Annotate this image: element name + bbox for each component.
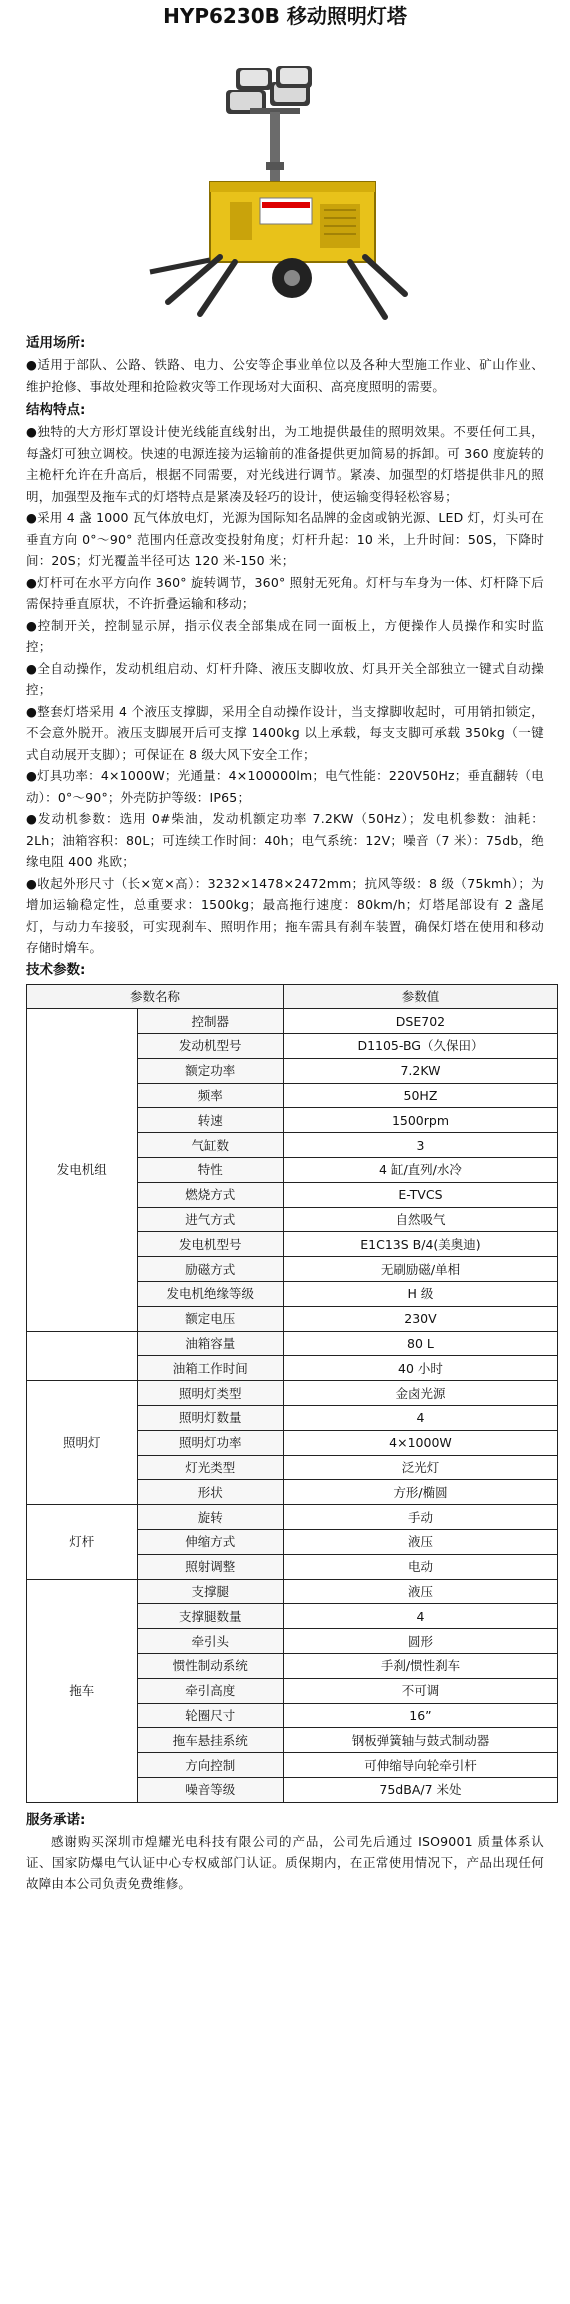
features-section — [0, 399, 570, 981]
param-name: 进气方式 — [137, 1207, 283, 1232]
param-name: 轮圈尺寸 — [137, 1703, 283, 1728]
tech-spec-table — [26, 984, 558, 1803]
param-name: 支撑腿数量 — [137, 1604, 283, 1629]
param-value: DSE702 — [283, 1009, 557, 1034]
param-value: 方形/椭圆 — [283, 1480, 557, 1505]
param-name: 噪音等级 — [137, 1778, 283, 1803]
param-name: 支撑腿 — [137, 1579, 283, 1604]
header-param-name: 参数名称 — [27, 984, 284, 1009]
param-value: E-TVCS — [283, 1182, 557, 1207]
param-name: 发电机绝缘等级 — [137, 1282, 283, 1307]
feature-item: ●控制开关，控制显示屏，指示仪表全部集成在同一面板上，方便操作人员操作和实时监控； — [26, 617, 544, 654]
param-value: 75dBA/7 米处 — [283, 1778, 557, 1803]
applicable-section — [0, 332, 570, 397]
param-value: 80 L — [283, 1331, 557, 1356]
param-value: 40 小时 — [283, 1356, 557, 1381]
param-value: 不可调 — [283, 1678, 557, 1703]
param-value: D1105-BG（久保田） — [283, 1034, 557, 1059]
tech-title: 技术参数: — [26, 961, 86, 978]
param-value: 手动 — [283, 1505, 557, 1530]
table-row — [27, 1009, 558, 1034]
header-param-value: 参数值 — [283, 984, 557, 1009]
group-label: 发电机组 — [27, 1009, 138, 1331]
param-value: 泛光灯 — [283, 1455, 557, 1480]
param-value: 16” — [283, 1703, 557, 1728]
table-row — [27, 1381, 558, 1406]
param-name: 灯光类型 — [137, 1455, 283, 1480]
table-row — [27, 1331, 558, 1356]
product-image — [0, 32, 570, 332]
param-name: 牵引头 — [137, 1629, 283, 1654]
param-value: 4 缸/直列/水冷 — [283, 1158, 557, 1183]
param-value: 可伸缩导向轮牵引杆 — [283, 1753, 557, 1778]
param-name: 额定电压 — [137, 1306, 283, 1331]
feature-item: ●收起外形尺寸（长×宽×高）：3232×1478×2472mm；抗风等级：8 级（75kmh）；为增加运输稳定性，总重要求：1500kg；最高拖行速度：80km/h；灯塔尾部设有 2 盏尾灯，与动力车接驳，可实现刹车、照明作用；拖车需具有刹车装置，确保灯塔在使用和移动存储时熁车。 — [26, 875, 544, 955]
param-value: 液压 — [283, 1530, 557, 1555]
param-name: 照明灯类型 — [137, 1381, 283, 1406]
param-name: 转速 — [137, 1108, 283, 1133]
service-text: 感谢购买深圳市煌耀光电科技有限公司的产品，公司先后通过 ISO9001 质量体系认证、国家防爆电气认证中心专权威部门认证。质保期内，在正常使用情况下，产品出现任何故障由本公司负责免费维修。 — [26, 1833, 544, 1891]
param-name: 惯性制动系统 — [137, 1654, 283, 1679]
features-title: 结构特点: — [26, 402, 86, 418]
feature-item: ●灯杆可在水平方向作 360° 旋转调节，360° 照射无死角。灯杆与车身为一体、灯杆降下后需保持垂直原状，不许折叠运输和移动； — [26, 574, 544, 611]
param-value: 液压 — [283, 1579, 557, 1604]
group-label: 灯杆 — [27, 1505, 138, 1579]
feature-item: ●灯具功率：4×1000W；光通量：4×100000lm；电气性能：220V50Hz；垂直翻转（电动）：0°～90°；外壳防护等级：IP65； — [26, 768, 544, 805]
generator-body — [210, 182, 375, 262]
feature-item: ●发动机参数：选用 0#柴油，发动机额定功率 7.2KW（50Hz）；发电机参数：油耗：2Lh；油箱容积：80L；可连续工作时间：40h；电气系统：12V；噪音（7 米）：75db，绝缘电阻 400 兆欧； — [26, 811, 544, 869]
param-name: 发动机型号 — [137, 1034, 283, 1059]
group-label — [27, 1331, 138, 1381]
feature-item: ●独特的大方形灯罩设计使光线能直线射出，为工地提供最佳的照明效果。不要任何工具，每盏灯可独立调校。快速的电源连接为运输前的准备提供更加简易的拆卸。可 360 度旋转的主桅杆允许在升高后，根据不同需要，对光线进行调节。紧凑、加强型的灯塔提供非凡的照明，加强型及拖车式的灯塔特点是紧凑及轻巧的设计，使运输变得轻松容易； — [26, 424, 544, 504]
param-name: 油箱容量 — [137, 1331, 283, 1356]
param-name: 形状 — [137, 1480, 283, 1505]
param-value: E1C13S B/4(美奥迪) — [283, 1232, 557, 1257]
param-value: 无刷励磁/单相 — [283, 1257, 557, 1282]
param-name: 频率 — [137, 1083, 283, 1108]
param-name: 伸缩方式 — [137, 1530, 283, 1555]
param-name: 照射调整 — [137, 1554, 283, 1579]
param-value: 1500rpm — [283, 1108, 557, 1133]
param-name: 特性 — [137, 1158, 283, 1183]
param-value: 钢板弹簧轴与鼓式制动器 — [283, 1728, 557, 1753]
param-value: 4 — [283, 1604, 557, 1629]
param-value: 自然吸气 — [283, 1207, 557, 1232]
param-name: 拖车悬挂系统 — [137, 1728, 283, 1753]
param-value: 50HZ — [283, 1083, 557, 1108]
service-title: 服务承诺: — [26, 1811, 86, 1828]
param-value: 4×1000W — [283, 1430, 557, 1455]
param-name: 控制器 — [137, 1009, 283, 1034]
param-name: 燃烧方式 — [137, 1182, 283, 1207]
lamp-heads — [226, 66, 312, 114]
param-value: 圆形 — [283, 1629, 557, 1654]
param-value: 230V — [283, 1306, 557, 1331]
param-value: 3 — [283, 1133, 557, 1158]
param-name: 油箱工作时间 — [137, 1356, 283, 1381]
param-value: 手刹/惯性刹车 — [283, 1654, 557, 1679]
param-name: 方向控制 — [137, 1753, 283, 1778]
param-value: H 级 — [283, 1282, 557, 1307]
param-value: 7.2KW — [283, 1058, 557, 1083]
param-name: 额定功率 — [137, 1058, 283, 1083]
param-name: 气缸数 — [137, 1133, 283, 1158]
group-label: 照明灯 — [27, 1381, 138, 1505]
param-name: 旋转 — [137, 1505, 283, 1530]
applicable-text: ●适用于部队、公路、铁路、电力、公安等企事业单位以及各种大型施工作业、矿山作业、维护抢修、事故处理和抢险救灾等工作现场对大面积、高亮度照明的需要。 — [26, 357, 544, 394]
param-name: 照明灯功率 — [137, 1430, 283, 1455]
param-name: 发电机型号 — [137, 1232, 283, 1257]
param-value: 金卤光源 — [283, 1381, 557, 1406]
table-header-row — [27, 984, 558, 1009]
param-name: 牵引高度 — [137, 1678, 283, 1703]
group-label: 拖车 — [27, 1579, 138, 1802]
service-section — [0, 1809, 570, 1894]
param-value: 4 — [283, 1406, 557, 1431]
page-title: HYP6230B 移动照明灯塔 — [163, 4, 407, 28]
lighting-tower-illustration — [0, 32, 570, 332]
param-name: 照明灯数量 — [137, 1406, 283, 1431]
table-row — [27, 1505, 558, 1530]
feature-item: ●整套灯塔采用 4 个液压支撑脚，采用全自动操作设计，当支撑脚收起时，可用销扣锁定，不会意外脱开。液压支脚展开后可支撑 1400kg 以上承载，每支支脚可承载 350kg（一键式自动展开支脚）；可保证在 8 级大风下安全工作； — [26, 703, 544, 762]
table-row — [27, 1579, 558, 1604]
applicable-title: 适用场所: — [26, 335, 86, 351]
param-name: 励磁方式 — [137, 1257, 283, 1282]
feature-item: ●全自动操作，发动机组启动、灯杆升降、液压支脚收放、灯具开关全部独立一键式自动操控； — [26, 660, 544, 697]
feature-item: ●采用 4 盏 1000 瓦气体放电灯，光源为国际知名品牌的金卤或钠光源、LED 灯，灯头可在垂直方向 0°～90° 范围内任意改变投射角度；灯杆升起：10 米，上升时间：50S，下降时间：20S；灯光覆盖半径可达 120 米-150 米； — [26, 510, 544, 568]
param-value: 电动 — [283, 1554, 557, 1579]
